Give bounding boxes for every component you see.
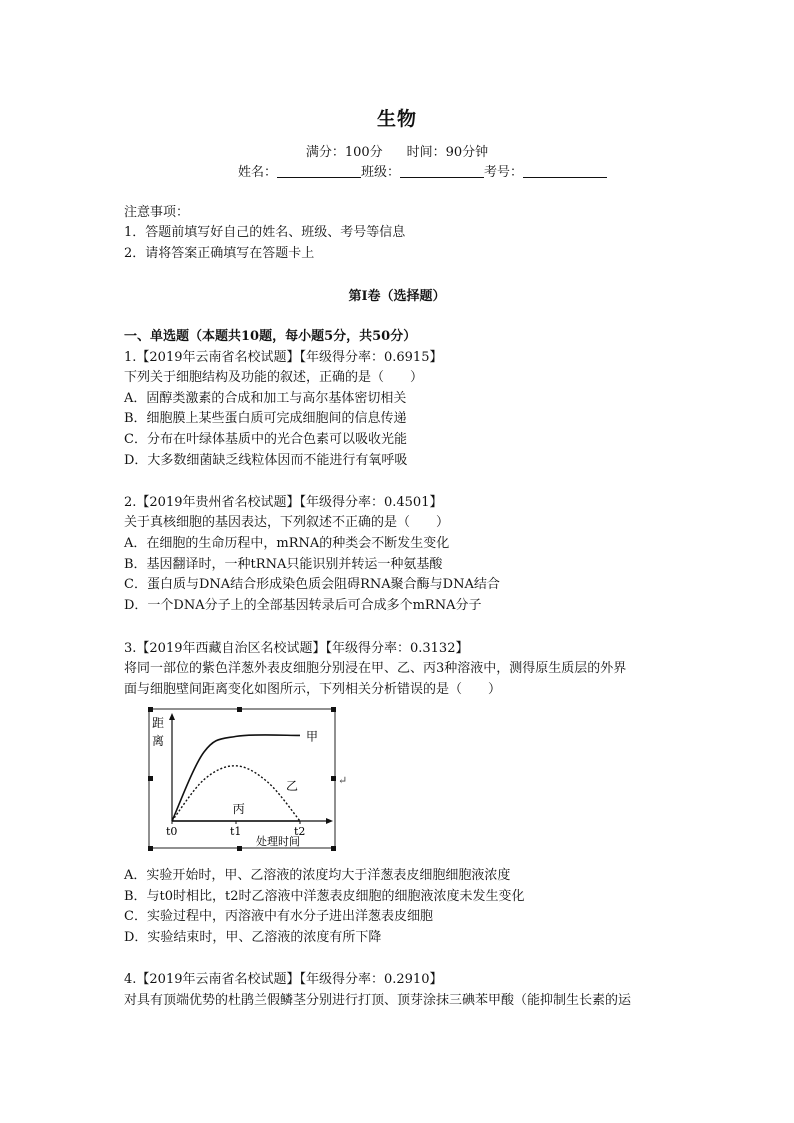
resize-handle[interactable] — [237, 846, 242, 851]
question-header: 1.【2019年云南省名校试题】【年级得分率：0.6915】 — [124, 350, 443, 365]
full-marks: 满分：100分 — [305, 145, 383, 160]
question-stem: 对具有顶端优势的杜鹃兰假鳞茎分别进行打顶、顶芽涂抹三碘苯甲酸（能抑制生长素的运 — [124, 993, 632, 1008]
option: B．细胞膜上某些蛋白质可完成细胞间的信息传递 — [124, 411, 407, 426]
question-header: 3.【2019年西藏自治区名校试题】【年级得分率：0.3132】 — [124, 641, 469, 656]
series-label: 丙 — [232, 802, 245, 816]
page-title: 生物 — [376, 108, 417, 130]
x-tick-label: t1 — [230, 825, 242, 838]
option: C．实验过程中，丙溶液中有水分子进出洋葱表皮细胞 — [124, 909, 433, 924]
resize-handle[interactable] — [148, 776, 153, 781]
resize-handle[interactable] — [331, 776, 336, 781]
name-blank — [277, 165, 361, 178]
name-label: 姓名： — [238, 165, 278, 180]
class-label: 班级： — [361, 165, 401, 180]
notes-heading: 注意事项： — [124, 205, 190, 220]
distance-time-chart — [148, 705, 336, 853]
resize-handle[interactable] — [237, 707, 242, 712]
option: A．实验开始时，甲、乙溶液的浓度均大于洋葱表皮细胞细胞液浓度 — [124, 868, 511, 883]
series-label: 甲 — [306, 729, 319, 744]
resize-handle[interactable] — [148, 707, 153, 712]
resize-handle[interactable] — [331, 707, 336, 712]
option: A．固醇类激素的合成和加工与高尔基体密切相关 — [124, 391, 407, 406]
question-stem: 关于真核细胞的基因表达，下列叙述不正确的是（ ） — [124, 515, 450, 530]
question-header: 2.【2019年贵州省名校试题】【年级得分率：0.4501】 — [124, 495, 443, 510]
note-item: 1．答题前填写好自己的姓名、班级、考号等信息 — [124, 225, 406, 240]
part-heading: 一、单选题（本题共10题，每小题5分，共50分） — [124, 329, 417, 344]
y-axis-label-top: 距 — [152, 716, 165, 730]
student-info-line — [238, 161, 607, 180]
option: C．分布在叶绿体基质中的光合色素可以吸收光能 — [124, 432, 407, 447]
x-axis-arrow — [326, 818, 333, 824]
x-tick-label: t0 — [166, 825, 178, 838]
option: C．蛋白质与DNA结合形成染色质会阻碍RNA聚合酶与DNA结合 — [124, 577, 500, 592]
id-label: 考号： — [484, 165, 524, 180]
option: D．一个DNA分子上的全部基因转录后可合成多个mRNA分子 — [124, 598, 482, 613]
option: B．与t0时相比，t2时乙溶液中洋葱表皮细胞的细胞液浓度未发生变化 — [124, 889, 525, 904]
y-axis-label-bottom: 离 — [152, 734, 165, 748]
id-blank — [523, 165, 607, 178]
paragraph-mark: ↵ — [338, 774, 348, 787]
exam-meta — [0, 141, 794, 160]
question-stem: 面与细胞壁间距离变化如图所示，下列相关分析错误的是（ ） — [124, 682, 502, 697]
resize-handle[interactable] — [331, 846, 336, 851]
option: B．基因翻译时，一种tRNA只能识别并转运一种氨基酸 — [124, 557, 443, 572]
class-blank — [400, 165, 484, 178]
option: A．在细胞的生命历程中，mRNA的种类会不断发生变化 — [124, 536, 450, 551]
exam-time: 时间：90分钟 — [406, 145, 489, 160]
series-label: 乙 — [286, 779, 299, 794]
option: D．实验结束时，甲、乙溶液的浓度有所下降 — [124, 930, 382, 945]
note-item: 2．请将答案正确填写在答题卡上 — [124, 246, 315, 261]
question-stem: 下列关于细胞结构及功能的叙述，正确的是（ ） — [124, 370, 424, 385]
resize-handle[interactable] — [148, 846, 153, 851]
question-stem: 将同一部位的紫色洋葱外表皮细胞分别浸在甲、乙、丙3种溶液中，测得原生质层的外界 — [124, 661, 627, 676]
option: D．大多数细菌缺乏线粒体因而不能进行有氧呼吸 — [124, 453, 408, 468]
x-tick-label: t2 — [294, 825, 306, 838]
x-axis-label: 处理时间 — [256, 835, 300, 848]
question-header: 4.【2019年云南省名校试题】【年级得分率：0.2910】 — [124, 972, 443, 987]
y-axis-arrow — [169, 713, 175, 720]
section-title: 第I卷（选择题） — [348, 289, 446, 304]
